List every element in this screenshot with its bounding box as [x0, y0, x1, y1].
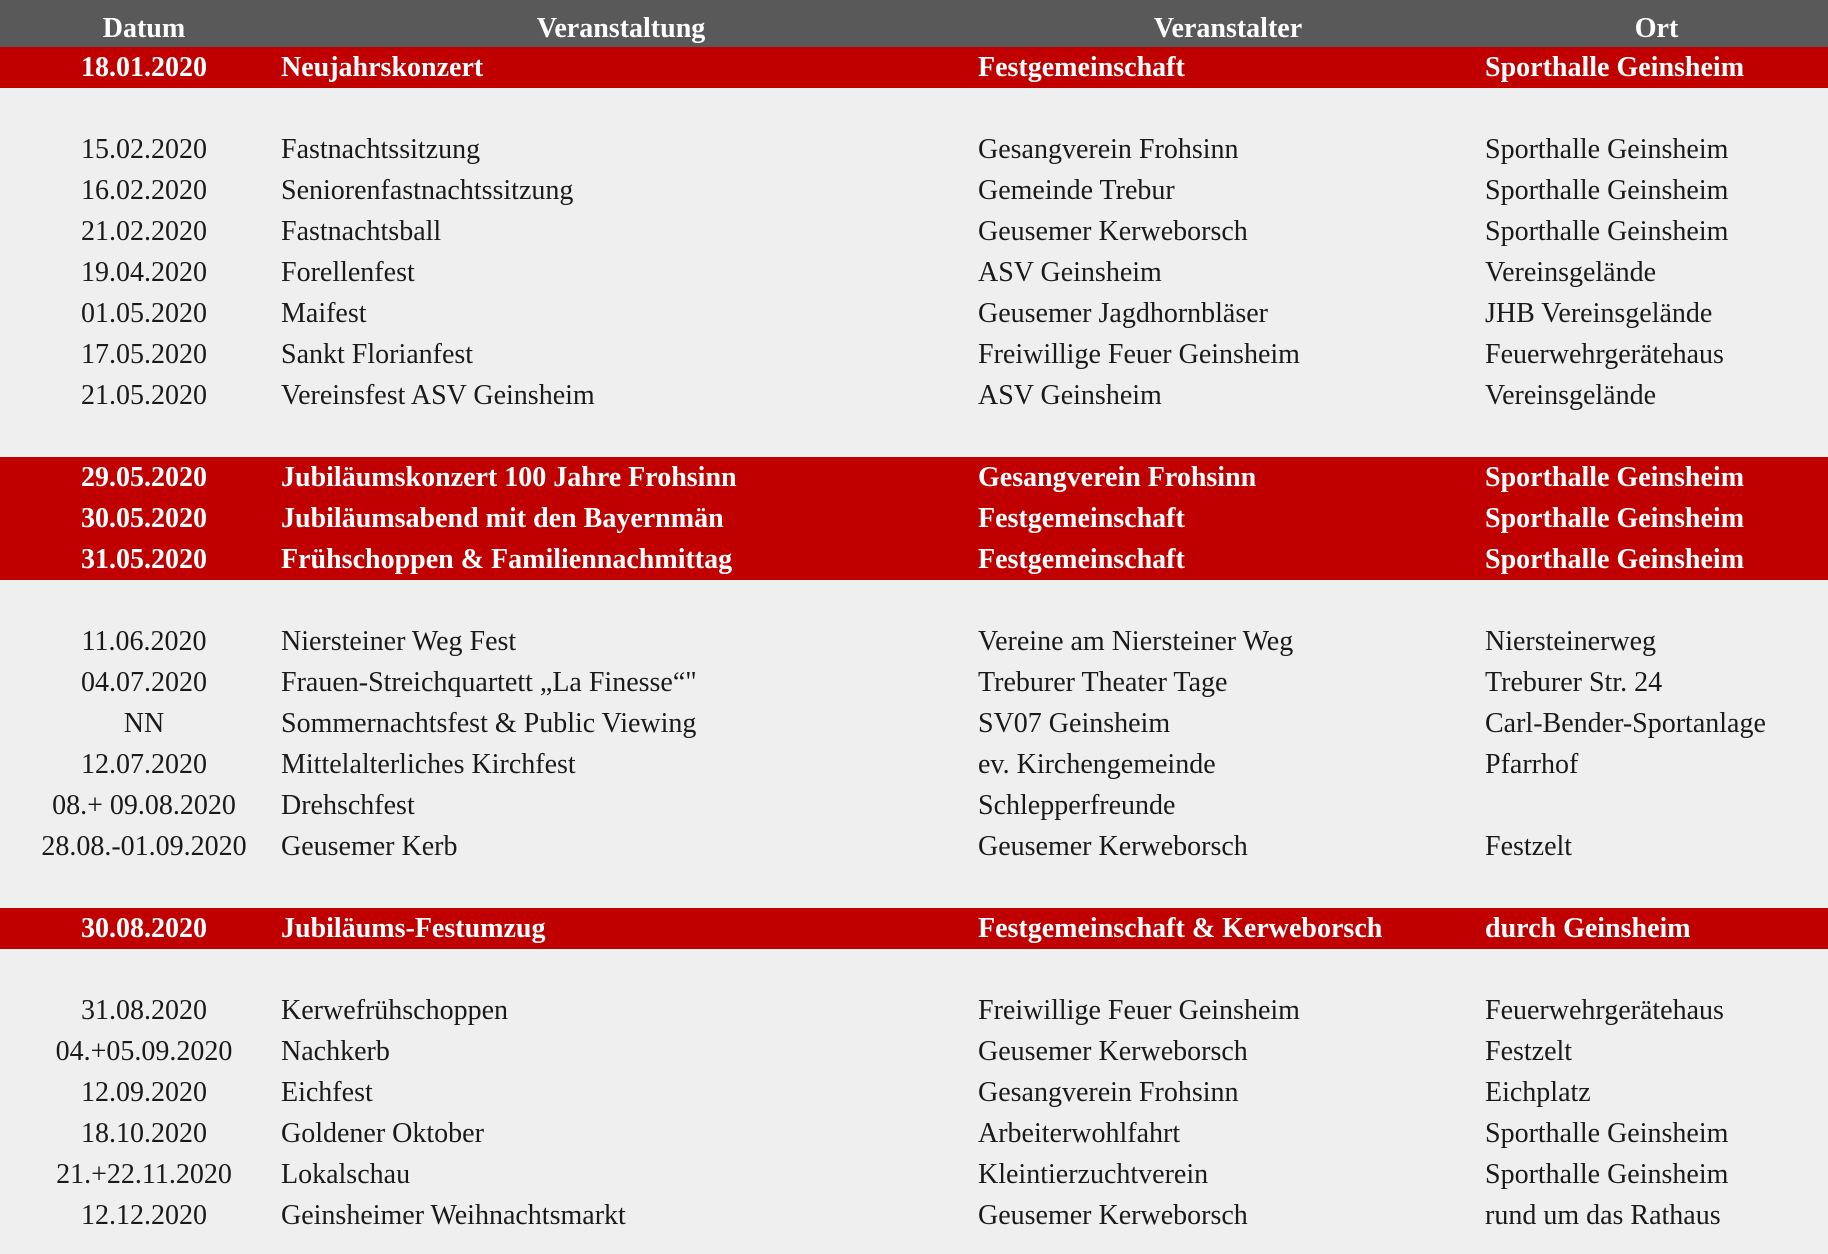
cell-event: Jubiläums-Festumzug — [281, 913, 546, 944]
table-row — [0, 1031, 1828, 1072]
cell-date: 30.05.2020 — [81, 503, 207, 534]
cell-date: 01.05.2020 — [81, 298, 207, 329]
cell-organizer: Schlepperfreunde — [978, 790, 1176, 821]
header-event: Veranstaltung — [536, 13, 706, 44]
table-row — [0, 293, 1828, 334]
table-row — [0, 826, 1828, 867]
cell-organizer: Freiwillige Feuer Geinsheim — [978, 339, 1300, 370]
cell-organizer: Arbeiterwohlfahrt — [978, 1118, 1181, 1149]
cell-event: Neujahrskonzert — [281, 52, 484, 83]
cell-date: 28.08.-01.09.2020 — [41, 831, 247, 862]
cell-event: Lokalschau — [281, 1159, 411, 1190]
cell-date: 12.07.2020 — [81, 749, 207, 780]
table-row — [0, 252, 1828, 293]
cell-organizer: Festgemeinschaft & Kerweborsch — [978, 913, 1383, 944]
cell-date: 19.04.2020 — [81, 257, 207, 288]
cell-location: Carl-Bender-Sportanlage — [1485, 708, 1766, 739]
table-row — [0, 334, 1828, 375]
cell-event: Goldener Oktober — [281, 1118, 484, 1149]
highlighted-event-row — [0, 47, 1828, 88]
cell-location: rund um das Rathaus — [1485, 1200, 1721, 1231]
cell-event: Jubiläumskonzert 100 Jahre Frohsinn — [281, 462, 737, 493]
cell-location: Sporthalle Geinsheim — [1485, 1159, 1729, 1190]
cell-event: Sankt Florianfest — [281, 339, 474, 370]
cell-location: Sporthalle Geinsheim — [1485, 503, 1745, 534]
cell-location: Festzelt — [1485, 831, 1573, 862]
cell-organizer: Geusemer Kerweborsch — [978, 1200, 1248, 1231]
table-row — [0, 744, 1828, 785]
cell-date: 21.+22.11.2020 — [56, 1159, 232, 1190]
cell-location: Sporthalle Geinsheim — [1485, 544, 1745, 575]
cell-date: NN — [123, 708, 165, 739]
table-header-row — [0, 0, 1828, 47]
cell-date: 18.10.2020 — [81, 1118, 207, 1149]
table-row — [0, 1072, 1828, 1113]
cell-organizer: Festgemeinschaft — [978, 544, 1185, 575]
cell-organizer: Gemeinde Trebur — [978, 175, 1175, 206]
cell-location: Feuerwehrgerätehaus — [1485, 339, 1724, 370]
table-row — [0, 1113, 1828, 1154]
cell-organizer: Gesangverein Frohsinn — [978, 462, 1257, 493]
cell-event: Frühschoppen & Familiennachmittag — [281, 544, 733, 575]
cell-date: 12.12.2020 — [81, 1200, 207, 1231]
highlighted-event-row — [0, 539, 1828, 580]
table-row — [0, 375, 1828, 416]
cell-event: Fastnachtsball — [281, 216, 442, 247]
cell-location: Niersteinerweg — [1485, 626, 1657, 657]
table-row — [0, 129, 1828, 170]
cell-event: Geinsheimer Weihnachtsmarkt — [281, 1200, 626, 1231]
cell-date: 12.09.2020 — [81, 1077, 207, 1108]
cell-organizer: Gesangverein Frohsinn — [978, 1077, 1239, 1108]
highlighted-event-row — [0, 908, 1828, 949]
header-location: Ort — [1634, 13, 1679, 44]
cell-organizer: ASV Geinsheim — [978, 257, 1162, 288]
cell-location: Pfarrhof — [1485, 749, 1579, 780]
cell-date: 21.05.2020 — [81, 380, 207, 411]
cell-organizer: Gesangverein Frohsinn — [978, 134, 1239, 165]
cell-date: 04.+05.09.2020 — [55, 1036, 233, 1067]
table-row — [0, 621, 1828, 662]
cell-organizer: Kleintierzuchtverein — [978, 1159, 1209, 1190]
cell-event: Seniorenfastnachtssitzung — [281, 175, 574, 206]
cell-location: Festzelt — [1485, 1036, 1573, 1067]
cell-event: Drehschfest — [281, 790, 415, 821]
cell-event: Kerwefrühschoppen — [281, 995, 509, 1026]
cell-location: Eichplatz — [1485, 1077, 1591, 1108]
cell-date: 17.05.2020 — [81, 339, 207, 370]
cell-organizer: Geusemer Kerweborsch — [978, 216, 1248, 247]
cell-location: Sporthalle Geinsheim — [1485, 52, 1745, 83]
table-row — [0, 1154, 1828, 1195]
cell-event: Nachkerb — [281, 1036, 390, 1067]
cell-event: Sommernachtsfest & Public Viewing — [281, 708, 697, 739]
cell-organizer: Geusemer Kerweborsch — [978, 831, 1248, 862]
cell-event: Forellenfest — [281, 257, 415, 288]
cell-date: 29.05.2020 — [81, 462, 207, 493]
cell-organizer: SV07 Geinsheim — [978, 708, 1171, 739]
cell-date: 30.08.2020 — [81, 913, 207, 944]
cell-date: 18.01.2020 — [81, 52, 207, 83]
cell-location: Feuerwehrgerätehaus — [1485, 995, 1724, 1026]
highlighted-event-row — [0, 457, 1828, 498]
cell-organizer: Geusemer Jagdhornbläser — [978, 298, 1269, 329]
cell-event: Eichfest — [281, 1077, 373, 1108]
table-row — [0, 990, 1828, 1031]
cell-organizer: Treburer Theater Tage — [978, 667, 1228, 698]
cell-event: Fastnachtssitzung — [281, 134, 481, 165]
cell-event: Niersteiner Weg Fest — [281, 626, 517, 657]
cell-date: 15.02.2020 — [81, 134, 207, 165]
table-row — [0, 703, 1828, 744]
cell-date: 16.02.2020 — [81, 175, 207, 206]
cell-event: Mittelalterliches Kirchfest — [281, 749, 576, 780]
cell-location: Sporthalle Geinsheim — [1485, 134, 1729, 165]
cell-organizer: Vereine am Niersteiner Weg — [978, 626, 1294, 657]
cell-organizer: ev. Kirchengemeinde — [978, 749, 1216, 780]
header-organizer: Veranstalter — [1153, 13, 1303, 44]
table-row — [0, 211, 1828, 252]
cell-location: Sporthalle Geinsheim — [1485, 175, 1729, 206]
cell-event: Geusemer Kerb — [281, 831, 458, 862]
cell-location: Vereinsgelände — [1485, 380, 1657, 411]
cell-event: Jubiläumsabend mit den Bayernmän — [281, 503, 724, 534]
cell-location: JHB Vereinsgelände — [1485, 298, 1713, 329]
table-row — [0, 785, 1828, 826]
table-row — [0, 662, 1828, 703]
cell-event: Vereinsfest ASV Geinsheim — [281, 380, 595, 411]
cell-organizer: Festgemeinschaft — [978, 503, 1185, 534]
cell-event: Frauen-Streichquartett „La Finesse“" — [281, 667, 697, 698]
highlighted-event-row — [0, 498, 1828, 539]
table-row — [0, 1195, 1828, 1236]
cell-location: durch Geinsheim — [1485, 913, 1691, 944]
cell-event: Maifest — [281, 298, 367, 329]
table-row — [0, 170, 1828, 211]
cell-organizer: Geusemer Kerweborsch — [978, 1036, 1248, 1067]
cell-location: Sporthalle Geinsheim — [1485, 462, 1745, 493]
cell-location: Sporthalle Geinsheim — [1485, 216, 1729, 247]
cell-date: 21.02.2020 — [81, 216, 207, 247]
header-date: Datum — [102, 13, 186, 44]
cell-date: 04.07.2020 — [81, 667, 207, 698]
cell-location: Sporthalle Geinsheim — [1485, 1118, 1729, 1149]
cell-date: 11.06.2020 — [81, 626, 207, 657]
cell-location: Vereinsgelände — [1485, 257, 1657, 288]
cell-date: 31.08.2020 — [81, 995, 207, 1026]
cell-organizer: Freiwillige Feuer Geinsheim — [978, 995, 1300, 1026]
cell-organizer: Festgemeinschaft — [978, 52, 1185, 83]
cell-location: Treburer Str. 24 — [1485, 667, 1663, 698]
cell-organizer: ASV Geinsheim — [978, 380, 1162, 411]
cell-date: 31.05.2020 — [81, 544, 207, 575]
cell-date: 08.+ 09.08.2020 — [52, 790, 236, 821]
